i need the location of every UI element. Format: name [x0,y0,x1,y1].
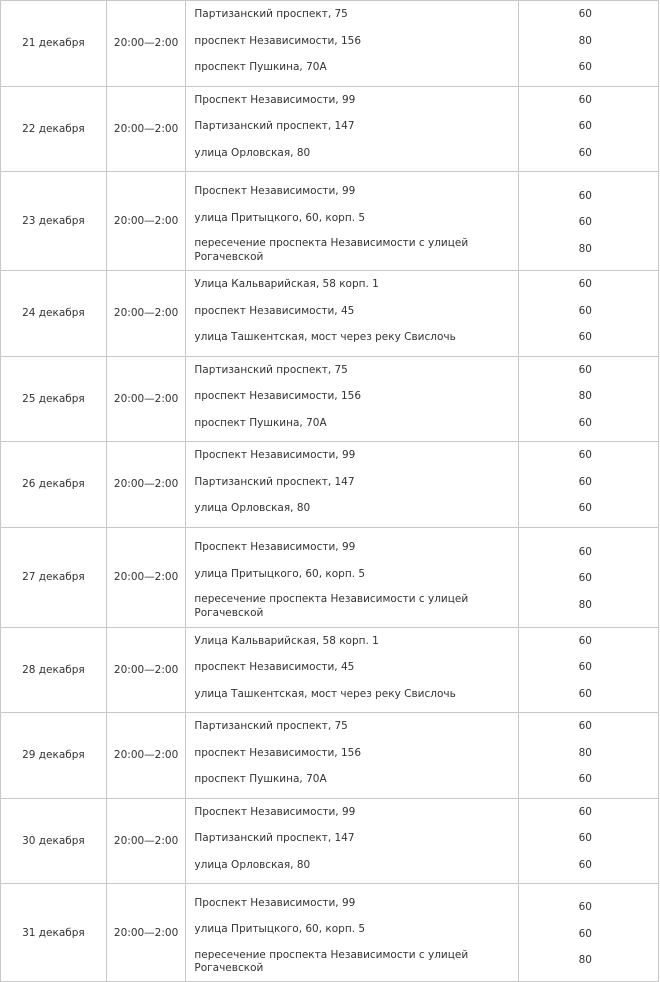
time-cell: 20:00—2:00 [106,1,186,87]
speed-cell [518,86,658,172]
speed-value: 80 [578,390,592,402]
address-line: Партизанский проспект, 147 [194,120,355,132]
date-cell: 27 декабря [1,527,107,627]
speed-value: 60 [578,927,592,940]
speed-value: 60 [578,449,592,461]
address-cell [186,271,519,357]
address-line: проспект Пушкина, 70А [194,416,327,429]
date-cell: 26 декабря [1,442,107,528]
speed-value: 60 [578,661,592,673]
address-line: пересечение проспекта Независимости с улицей Рогачевской [194,237,469,263]
date-cell: 28 декабря [1,627,107,713]
date-cell: 23 декабря [1,172,107,271]
speed-value: 60 [578,363,592,376]
address-cell [186,86,519,172]
address-cell [186,442,519,528]
address-line: Проспект Независимости, 99 [194,93,356,106]
time-cell: 20:00—2:00 [106,271,186,357]
speed-value: 60 [578,773,592,785]
speed-value: 80 [578,746,592,759]
address-cell [186,627,519,713]
date-cell: 29 декабря [1,713,107,799]
speed-value: 60 [578,901,592,914]
address-line: Проспект Независимости, 99 [194,896,356,909]
address-line: Улица Кальварийская, 58 корп. 1 [194,278,379,290]
date-cell: 25 декабря [1,356,107,442]
speed-value: 60 [578,502,592,514]
address-line: проспект Независимости, 45 [194,304,355,317]
address-line: улица Ташкентская, мост через реку Свислочь [194,687,456,700]
address-line: Партизанский проспект, 75 [194,720,348,732]
date-cell: 21 декабря [1,1,107,87]
address-cell [186,884,519,982]
address-line: проспект Независимости, 156 [194,746,361,759]
speed-value: 60 [578,545,592,558]
date-cell: 24 декабря [1,271,107,357]
speed-cell [518,442,658,528]
address-line: улица Притыцкого, 60, корп. 5 [194,923,366,935]
table-row [1,527,659,627]
address-cell [186,713,519,799]
speed-cell [518,527,658,627]
table-row [1,798,659,884]
table-row [1,884,659,982]
address-line: Проспект Независимости, 99 [194,541,356,553]
address-line: проспект Независимости, 156 [194,390,361,402]
address-line: проспект Пушкина, 70А [194,61,327,73]
address-line: улица Ташкентская, мост через реку Свислочь [194,331,456,343]
speed-cell [518,172,658,271]
table-row [1,86,659,172]
speed-value: 60 [578,475,592,488]
speed-value: 60 [578,93,592,106]
speed-value: 80 [578,242,592,255]
speed-value: 60 [578,216,592,229]
address-line: улица Орловская, 80 [194,502,311,514]
speed-value: 60 [578,720,592,732]
address-line: Партизанский проспект, 75 [194,363,348,376]
address-line: пересечение проспекта Независимости с улицей Рогачевской [194,593,469,619]
address-line: Партизанский проспект, 75 [194,8,348,20]
speed-value: 60 [578,687,592,700]
speed-value: 80 [578,598,592,611]
table-row [1,713,659,799]
address-cell [186,1,519,87]
time-cell: 20:00—2:00 [106,86,186,172]
speed-value: 60 [578,832,592,844]
address-line: Улица Кальварийская, 58 корп. 1 [194,634,379,647]
time-cell: 20:00—2:00 [106,627,186,713]
speed-value: 60 [578,634,592,647]
address-cell [186,527,519,627]
address-line: Проспект Независимости, 99 [194,185,356,197]
speed-cell [518,356,658,442]
speed-value: 60 [578,858,592,871]
speed-value: 60 [578,61,592,73]
table-row [1,1,659,87]
address-cell [186,798,519,884]
time-cell: 20:00—2:00 [106,356,186,442]
date-cell: 22 декабря [1,86,107,172]
time-cell: 20:00—2:00 [106,884,186,982]
address-line: улица Орловская, 80 [194,146,311,159]
address-cell [186,356,519,442]
address-line: Партизанский проспект, 147 [194,832,355,844]
address-line: Проспект Независимости, 99 [194,449,356,461]
address-line: Партизанский проспект, 147 [194,475,355,488]
address-line: проспект Независимости, 45 [194,661,355,673]
speed-value: 80 [578,34,592,47]
speed-cell [518,627,658,713]
speed-cell [518,1,658,87]
table-row [1,356,659,442]
time-cell: 20:00—2:00 [106,713,186,799]
speed-cell [518,713,658,799]
speed-value: 60 [578,189,592,202]
speed-value: 60 [578,572,592,585]
speed-value: 60 [578,304,592,317]
address-line: пересечение проспекта Независимости с улицей Рогачевской [194,948,469,974]
time-cell: 20:00—2:00 [106,527,186,627]
table-row [1,442,659,528]
address-line: проспект Независимости, 156 [194,34,361,47]
speed-value: 60 [578,805,592,818]
address-line: Проспект Независимости, 99 [194,805,356,818]
speed-value: 60 [578,8,592,20]
speed-value: 60 [578,331,592,343]
speed-value: 60 [578,120,592,132]
address-line: проспект Пушкина, 70А [194,773,327,785]
address-cell [186,172,519,271]
speed-cell [518,798,658,884]
speed-cell [518,271,658,357]
address-line: улица Притыцкого, 60, корп. 5 [194,567,366,580]
address-line: улица Притыцкого, 60, корп. 5 [194,211,366,224]
speed-value: 60 [578,146,592,159]
time-cell: 20:00—2:00 [106,798,186,884]
table-row [1,627,659,713]
table-row [1,172,659,271]
speed-cell [518,884,658,982]
date-cell: 31 декабря [1,884,107,982]
speed-value: 60 [578,278,592,290]
speed-value: 80 [578,954,592,967]
table-row [1,271,659,357]
speed-value: 60 [578,416,592,429]
address-line: улица Орловская, 80 [194,858,311,871]
time-cell: 20:00—2:00 [106,442,186,528]
date-cell: 30 декабря [1,798,107,884]
time-cell: 20:00—2:00 [106,172,186,271]
